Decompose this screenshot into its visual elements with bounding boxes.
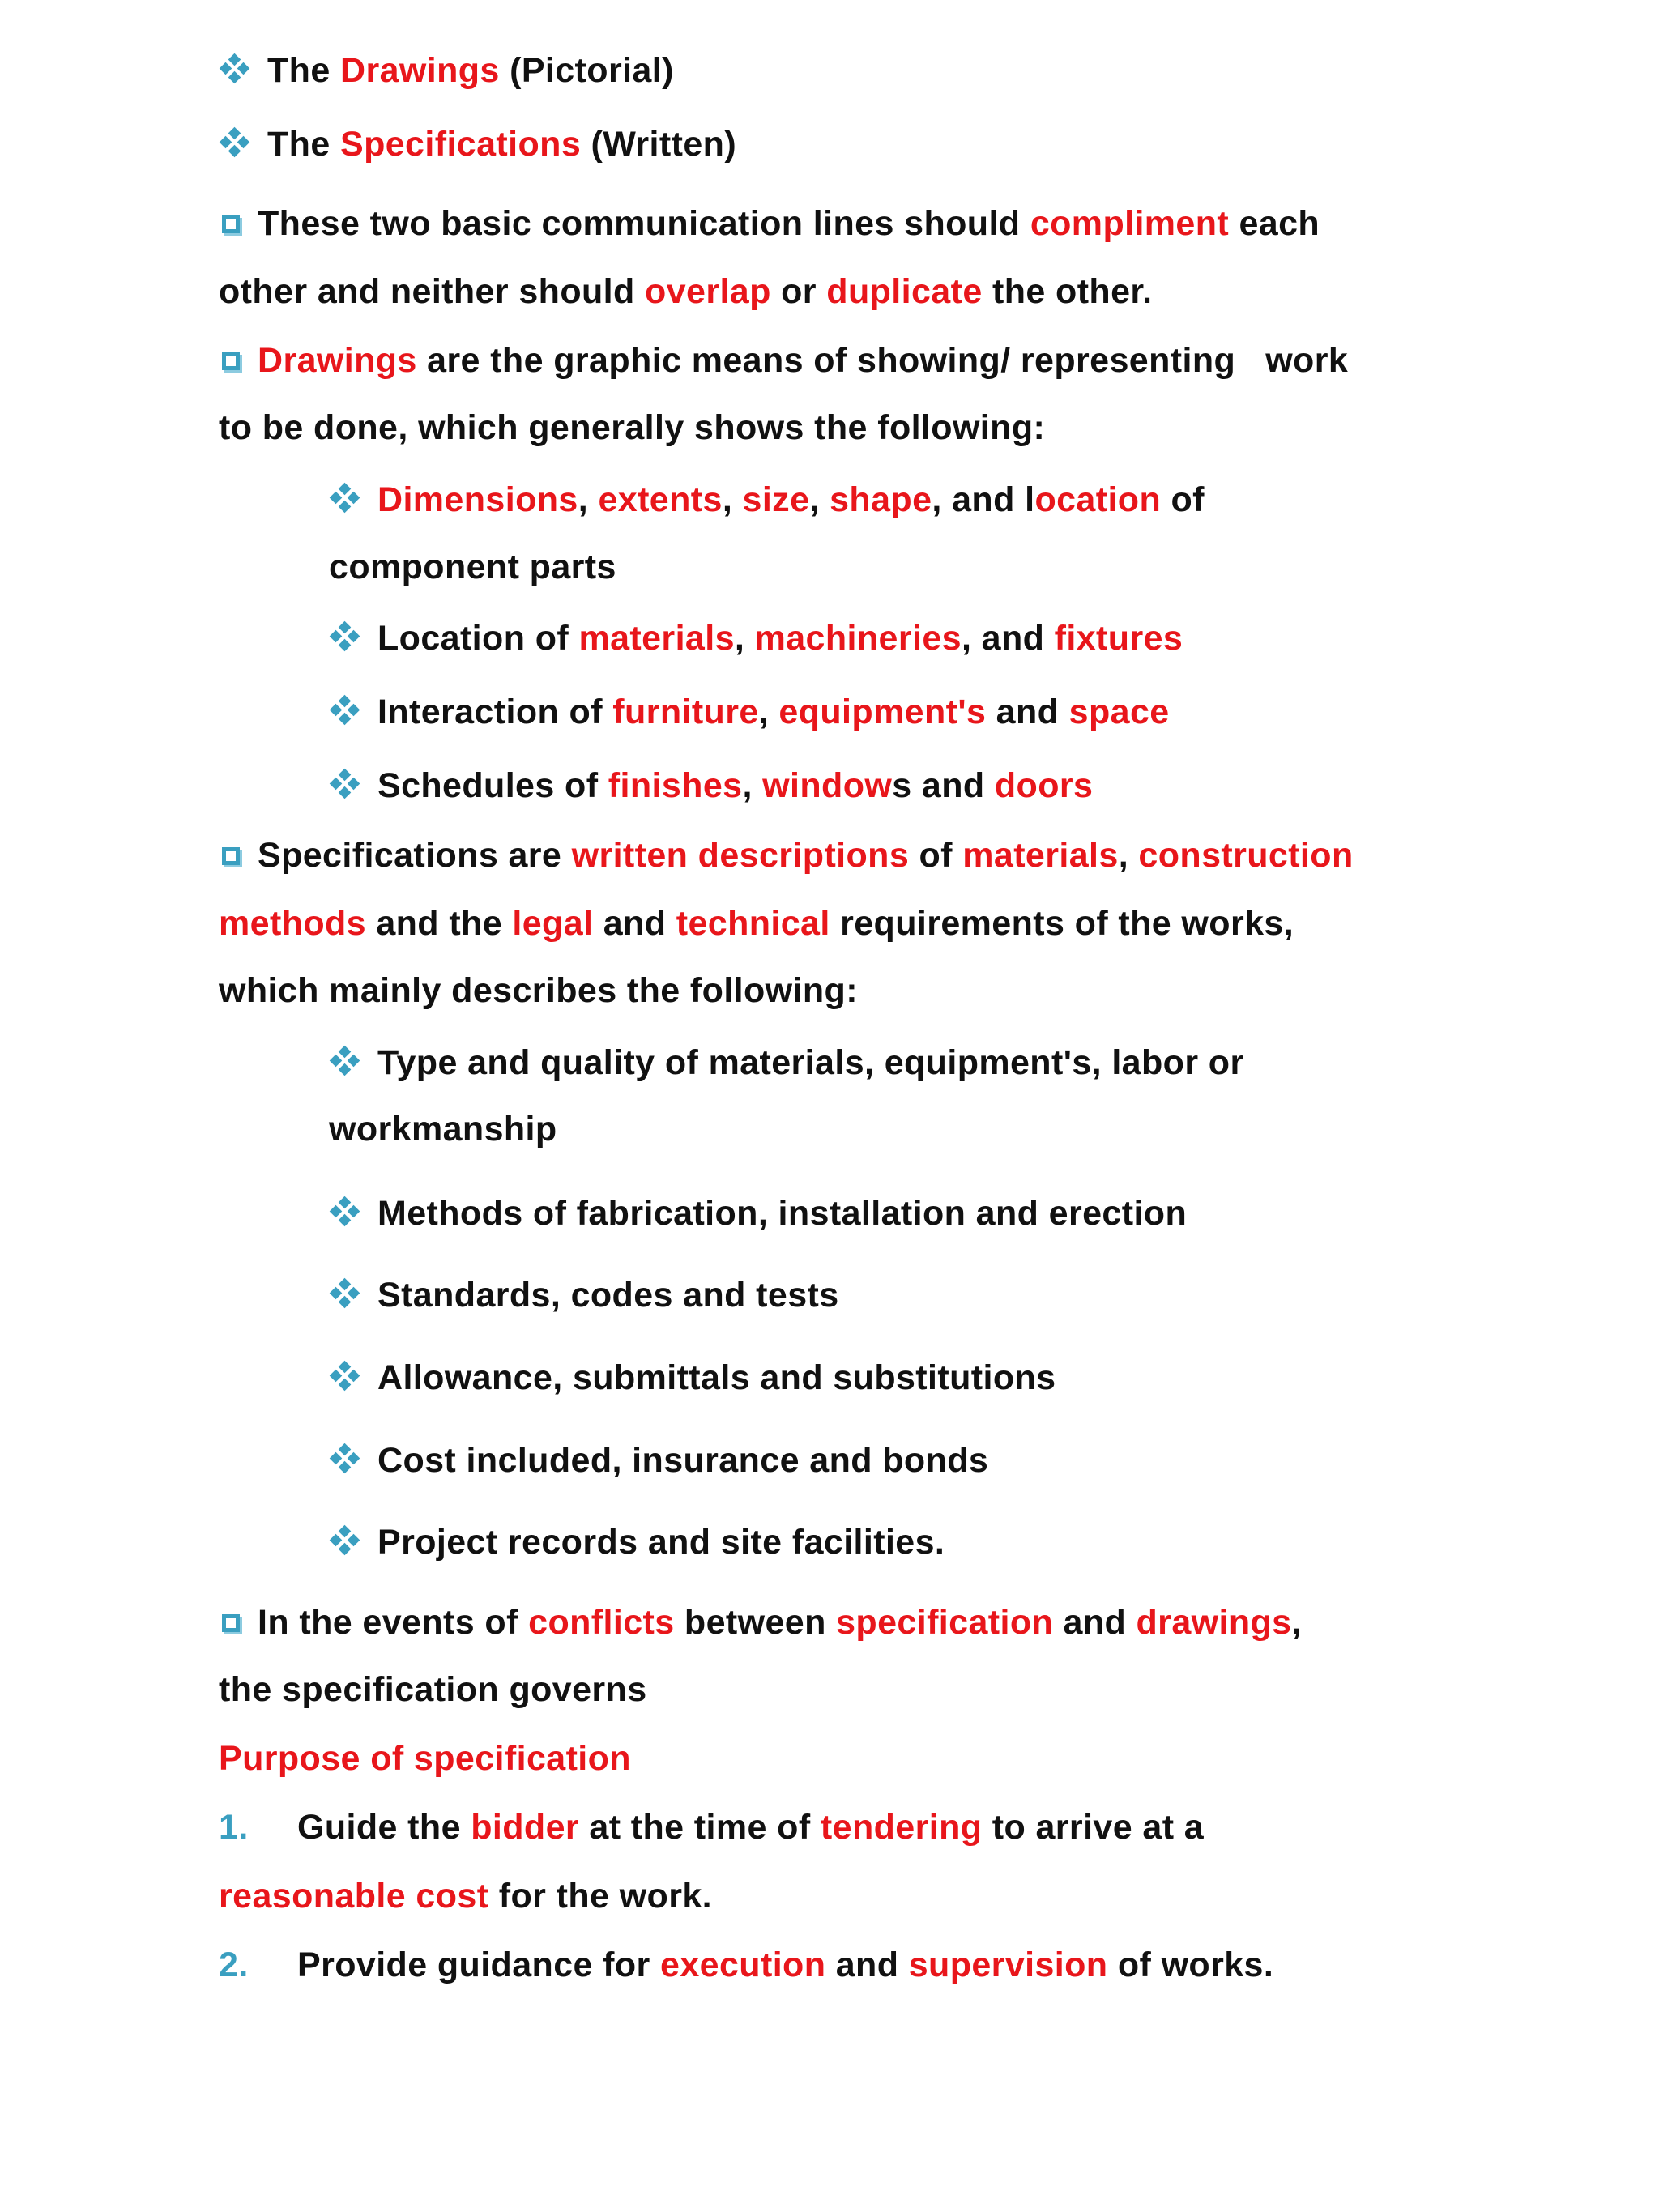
intro-bullet-specifications: The Specifications (Written) [219,126,736,162]
diamond-bullet-icon [329,1196,361,1228]
list-number: 2. [219,1946,249,1984]
diamond-bullet-icon [329,620,361,653]
paragraph-specifications-definition: Specifications are written descriptions of materials, construction [222,838,1354,873]
paragraph-conflicts: In the events of conflicts between specification and drawings, [222,1605,1302,1640]
square-bullet-icon [222,1614,240,1632]
spec-item-type-quality: Type and quality of materials, equipment's, labor or [329,1045,1244,1080]
spec-item-methods: Methods of fabrication, installation and erection [329,1196,1187,1231]
paragraph-communication-lines: These two basic communication lines should compliment each [222,207,1320,241]
purpose-item-1: 1. Guide the bidder at the time of tendering to arrive at a [219,1808,1205,1847]
drawings-item-dimensions-cont: component parts [329,548,616,586]
diamond-bullet-icon [219,53,251,85]
paragraph-conflicts-cont: the specification governs [219,1670,647,1709]
spec-item-allowance: Allowance, submittals and substitutions [329,1360,1056,1396]
paragraph-specifications-definition-cont: methods and the legal and technical requirements of the works, [219,904,1294,943]
diamond-bullet-icon [329,1360,361,1392]
diamond-bullet-icon [329,1277,361,1310]
diamond-bullet-icon [329,1524,361,1557]
spec-item-type-quality-cont: workmanship [329,1110,557,1149]
paragraph-communication-lines-cont: other and neither should overlap or duplicate the other. [219,272,1153,311]
intro-bullet-drawings: The Drawings (Pictorial) [219,53,674,88]
paragraph-drawings-definition-cont: to be done, which generally shows the following: [219,408,1046,447]
section-heading-purpose: Purpose of specification [219,1739,631,1778]
diamond-bullet-icon [329,768,361,800]
diamond-bullet-icon [219,126,251,159]
paragraph-drawings-definition: Drawings are the graphic means of showing/ representing work [222,343,1348,378]
spec-item-project-records: Project records and site facilities. [329,1524,945,1560]
diamond-bullet-icon [329,1045,361,1077]
drawings-item-location: Location of materials, machineries, and fixtures [329,620,1183,656]
diamond-bullet-icon [329,694,361,727]
square-bullet-icon [222,352,240,370]
paragraph-specifications-definition-cont2: which mainly describes the following: [219,971,858,1010]
purpose-item-1-cont: reasonable cost for the work. [219,1877,712,1916]
square-bullet-icon [222,215,240,233]
drawings-item-interaction: Interaction of furniture, equipment's and space [329,694,1170,730]
purpose-item-2: 2. Provide guidance for execution and supervision of works. [219,1946,1274,1984]
diamond-bullet-icon [329,482,361,514]
square-bullet-icon [222,847,240,865]
spec-item-standards: Standards, codes and tests [329,1277,839,1313]
diamond-bullet-icon [329,1443,361,1475]
spec-item-cost: Cost included, insurance and bonds [329,1443,988,1478]
drawings-item-dimensions: Dimensions, extents, size, shape, and location of [329,482,1205,518]
drawings-item-schedules: Schedules of finishes, windows and doors [329,768,1093,803]
list-number: 1. [219,1808,249,1847]
